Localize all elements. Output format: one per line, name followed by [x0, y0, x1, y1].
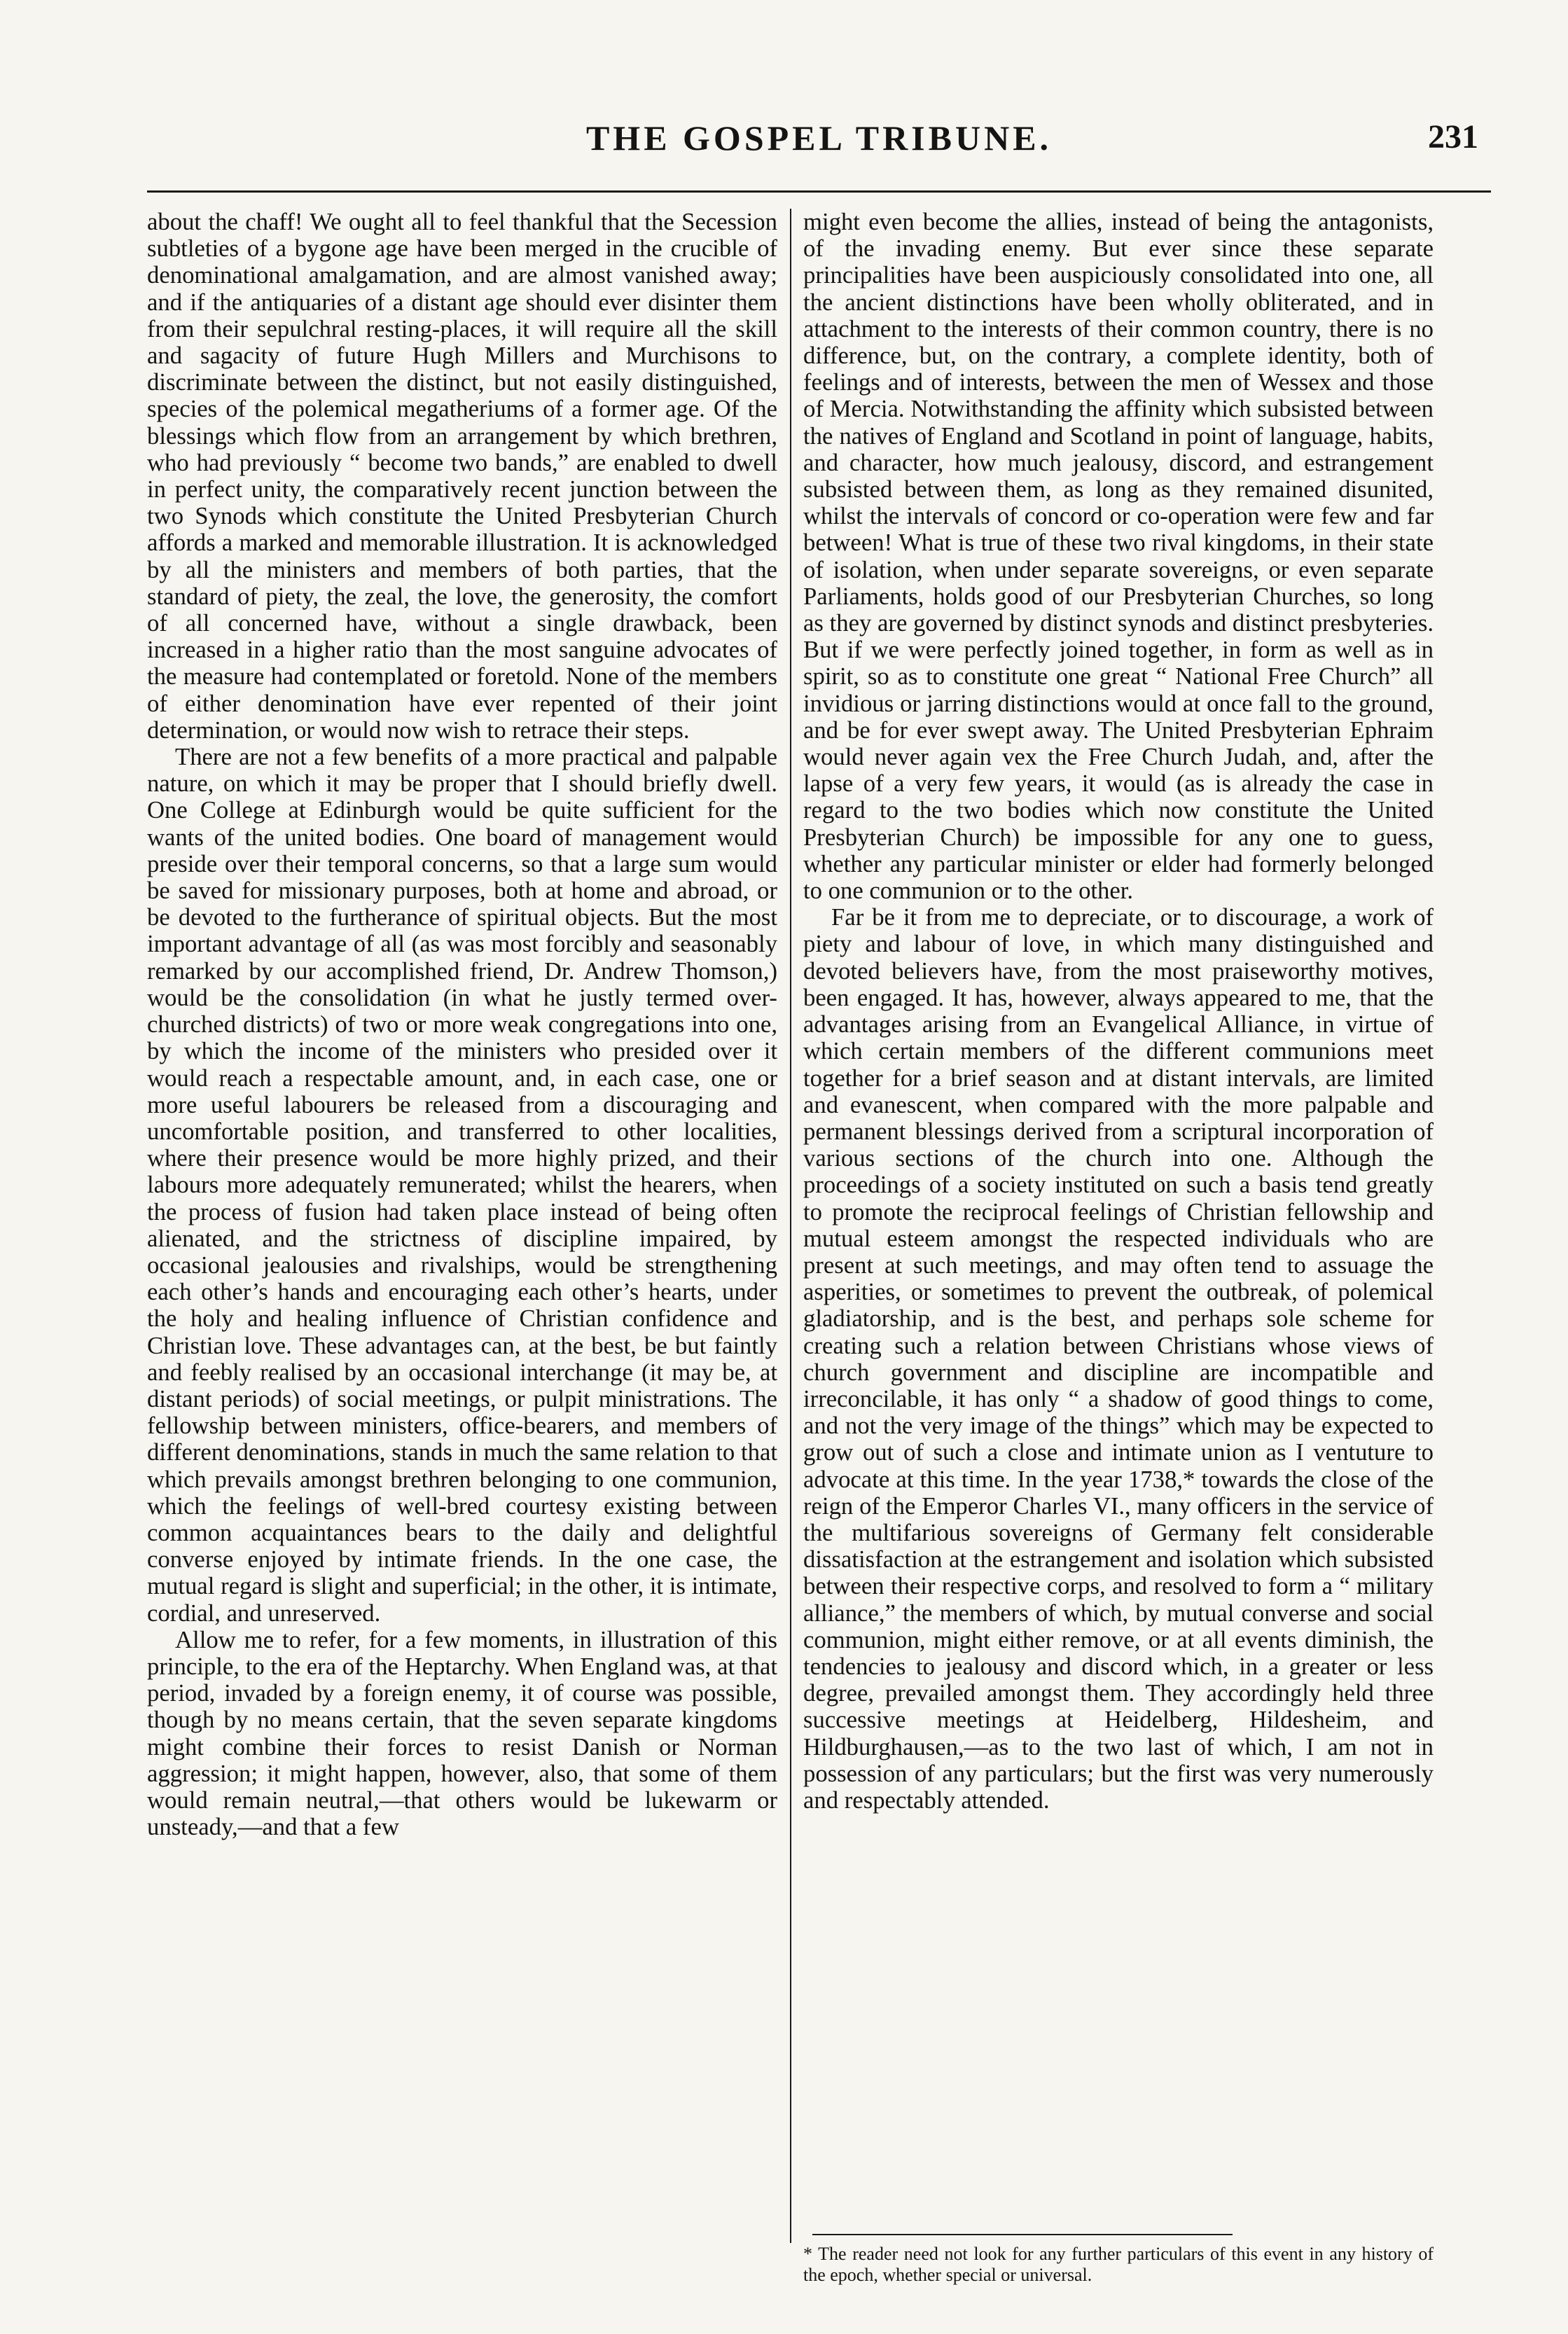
journal-title: THE GOSPEL TRIBUNE.: [585, 118, 1053, 158]
paragraph: Far be it from me to depreciate, or to discourage, a work of piety and labour of love, in which many distinguished and devoted believers have, from the most praiseworthy motives, been engaged. It has, however, always appeared to me, that the advantages arising from an Evangelical Alliance, in virtue of which certain members of the different communions meet together for a brief season and at distant intervals, are limited and evanescent, when compared with the more palpable and permanent blessings derived from a scriptural incorporation of various sections of the church into one. Although the proceedings of a society instituted on such a basis tend greatly to promote the reciprocal feelings of Christian fellowship and mutual esteem amongst the respected individuals who are present at such meetings, and may often tend to assuage the asperities, or sometimes to prevent the outbreak, of polemical gladiatorship, and is the best, and perhaps sole scheme for creating such a relation between Christians whose views of church government and discipline are incompatible and irreconcilable, it has only “ a shadow of good things to come, and not the very image of the things” which may be expected to grow out of such a close and intimate union as I ventuture to advocate at this time. In the year 1738,* towards the close of the reign of the Emperor Charles VI., many officers in the service of the multifarious sovereigns of Germany felt considerable dissatisfaction at the estrangement and isolation which subsisted between their respective corps, and resolved to form a “ military alliance,” the members of which, by mutual converse and social communion, might either remove, or at all events diminish, the tendencies to jealousy and discord which, in a greater or less degree, prevailed amongst them. They accordingly held three successive meetings at Heidelberg, Hildesheim, and Hildburghausen,—as to the two last of which, I am not in possession of any particulars; but the first was very numerously and respectably attended.: [803, 903, 1434, 1814]
paragraph: Allow me to refer, for a few moments, in illustration of this principle, to the era of the Heptarchy. When England was, at that period, invaded by a foreign enemy, it of course was possible, though by no means certain, that the seven separate kingdoms might combine their forces to resist Danish or Norman aggression; it might happen, however, also, that some of them would remain neutral,—that others would be lukewarm or unsteady,—and that a few: [147, 1625, 777, 1841]
header-rule: [147, 190, 1491, 193]
right-column: [803, 209, 1434, 2243]
left-column: [147, 209, 777, 2243]
page-number: 231: [1428, 118, 1478, 155]
footnote: * The reader need not look for any further particulars of this event in any history of the epoch, whether special or universal.: [803, 2244, 1434, 2285]
paragraph: might even become the allies, instead of being the antagonists, of the invading enemy. But ever since these separate principalities have been auspiciously consolidated into one, all the ancient distinctions have been wholly obliterated, and in attachment to the interests of their common country, there is no difference, but, on the contrary, a complete identity, both of feelings and of interests, between the men of Wessex and those of Mercia. Notwithstanding the affinity which subsisted between the natives of England and Scotland in point of language, habits, and character, how much jealousy, discord, and estrangement subsisted between them, as long as they remained disunited, whilst the intervals of concord or co-operation were few and far between! What is true of these two rival kingdoms, in their state of isolation, when under separate sovereigns, or even separate Parliaments, holds good of our Presbyterian Churches, so long as they are governed by distinct synods and distinct presbyteries. But if we were perfectly joined together, in form as well as in spirit, so as to constitute one great “ National Free Church” all invidious or jarring distinctions would at once fall to the ground, and be for ever swept away. The United Presbyterian Ephraim would never again vex the Free Church Judah, and, after the lapse of a very few years, it would (as is already the case in regard to the two bodies which now constitute the United Presbyterian Church) be impossible for any one to guess, whether any particular minister or elder had formerly belonged to one communion or to the other.: [803, 209, 1434, 905]
paragraph: about the chaff! We ought all to feel thankful that the Secession subtleties of a bygone age have been merged in the crucible of denominational amalgamation, and are almost vanished away; and if the antiquaries of a distant age should ever disinter them from their sepulchral resting-places, it will require all the skill and sagacity of future Hugh Millers and Murchisons to discriminate between the distinct, but not easily distinguished, species of the polemical megatheriums of a former age. Of the blessings which flow from an arrangement by which brethren, who had previously “ become two bands,” are enabled to dwell in perfect unity, the comparatively recent junction between the two Synods which constitute the United Presbyterian Church affords a marked and memorable illustration. It is acknowledged by all the ministers and members of both parties, that the standard of piety, the zeal, the love, the generosity, the comfort of all concerned have, without a single drawback, been increased in a higher ratio than the most sanguine advocates of the measure had contemplated or foretold. None of the members of either denomination have ever repented of their joint determination, or would now wish to retrace their steps.: [147, 209, 777, 744]
page-header: [147, 105, 1491, 182]
footnote-rule: [812, 2234, 1233, 2235]
column-divider: [790, 209, 791, 2243]
paragraph: There are not a few benefits of a more practical and palpable nature, on which it may be proper that I should briefly dwell. One College at Edinburgh would be quite sufficient for the wants of the united bodies. One board of management would preside over their temporal concerns, so that a large sum would be saved for missionary purposes, both at home and abroad, or be devoted to the furtherance of spiritual objects. But the most important advantage of all (as was most forcibly and seasonably remarked by our accomplished friend, Dr. Andrew Thomson,) would be the consolidation (in what he justly termed over-churched districts) of two or more weak congregations into one, by which the income of the ministers who presided over it would reach a respectable amount, and, in each case, one or more useful labourers be released from a discouraging and uncomfortable position, and transferred to other localities, where their presence would be more highly prized, and their labours more adequately remunerated; whilst the hearers, when the process of fusion had taken place instead of being often alienated, and the strictness of discipline impaired, by occasional jealousies and rivalships, would be strengthening each other’s hands and encouraging each other’s hearts, under the holy and healing influence of Christian confidence and Christian love. These advantages can, at the best, be but faintly and feebly realised by an occasional interchange (it may be, at distant periods) of social meetings, or pulpit ministrations. The fellowship between ministers, office-bearers, and members of different denominations, stands in much the same relation to that which prevails amongst brethren belonging to one communion, which the feelings of well-bred courtesy existing between common acquaintances bears to the daily and delightful converse enjoyed by intimate friends. In the one case, the mutual regard is slight and superficial; in the other, it is intimate, cordial, and unreserved.: [147, 743, 777, 1627]
